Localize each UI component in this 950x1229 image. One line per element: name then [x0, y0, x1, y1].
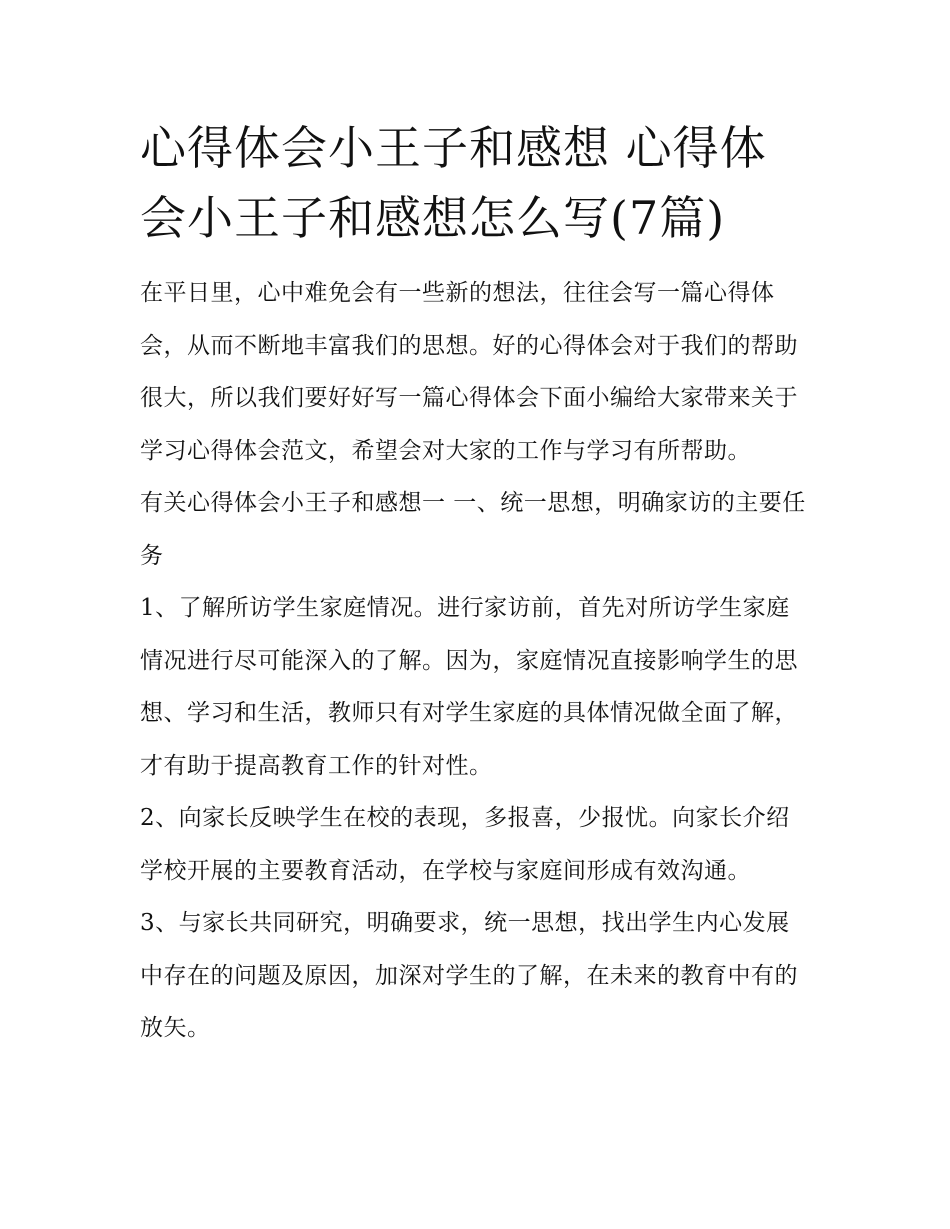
- item-1-paragraph: 1、了解所访学生家庭情况。进行家访前，首先对所访学生家庭情况进行尽可能深入的了解。因为，家庭情况直接影响学生的思想、学习和生活，教师只有对学生家庭的具体情况做全面了解，才有助于提高教育工作的针对性。: [140, 595, 798, 779]
- document-body: [140, 113, 812, 1055]
- document-title: 心得体会小王子和感想 心得体会小王子和感想怎么写(7篇): [140, 121, 767, 245]
- intro-paragraph: 在平日里，心中难免会有一些新的想法，往往会写一篇心得体会，从而不断地丰富我们的思想。好的心得体会对于我们的帮助很大，所以我们要好好写一篇心得体会下面小编给大家带来关于学习心得体会范文，希望会对大家的工作与学习有所帮助。: [140, 280, 798, 464]
- item-2-paragraph: 2、向家长反映学生在校的表现，多报喜，少报忧。向家长介绍学校开展的主要教育活动，在学校与家庭间形成有效沟通。: [140, 805, 790, 884]
- item-3-paragraph: 3、与家长共同研究，明确要求，统一思想，找出学生内心发展中存在的问题及原因，加深对学生的了解，在未来的教育中有的放矢。: [140, 910, 798, 1041]
- section-heading-paragraph: 有关心得体会小王子和感想一 一、统一思想，明确家访的主要任务: [140, 490, 806, 569]
